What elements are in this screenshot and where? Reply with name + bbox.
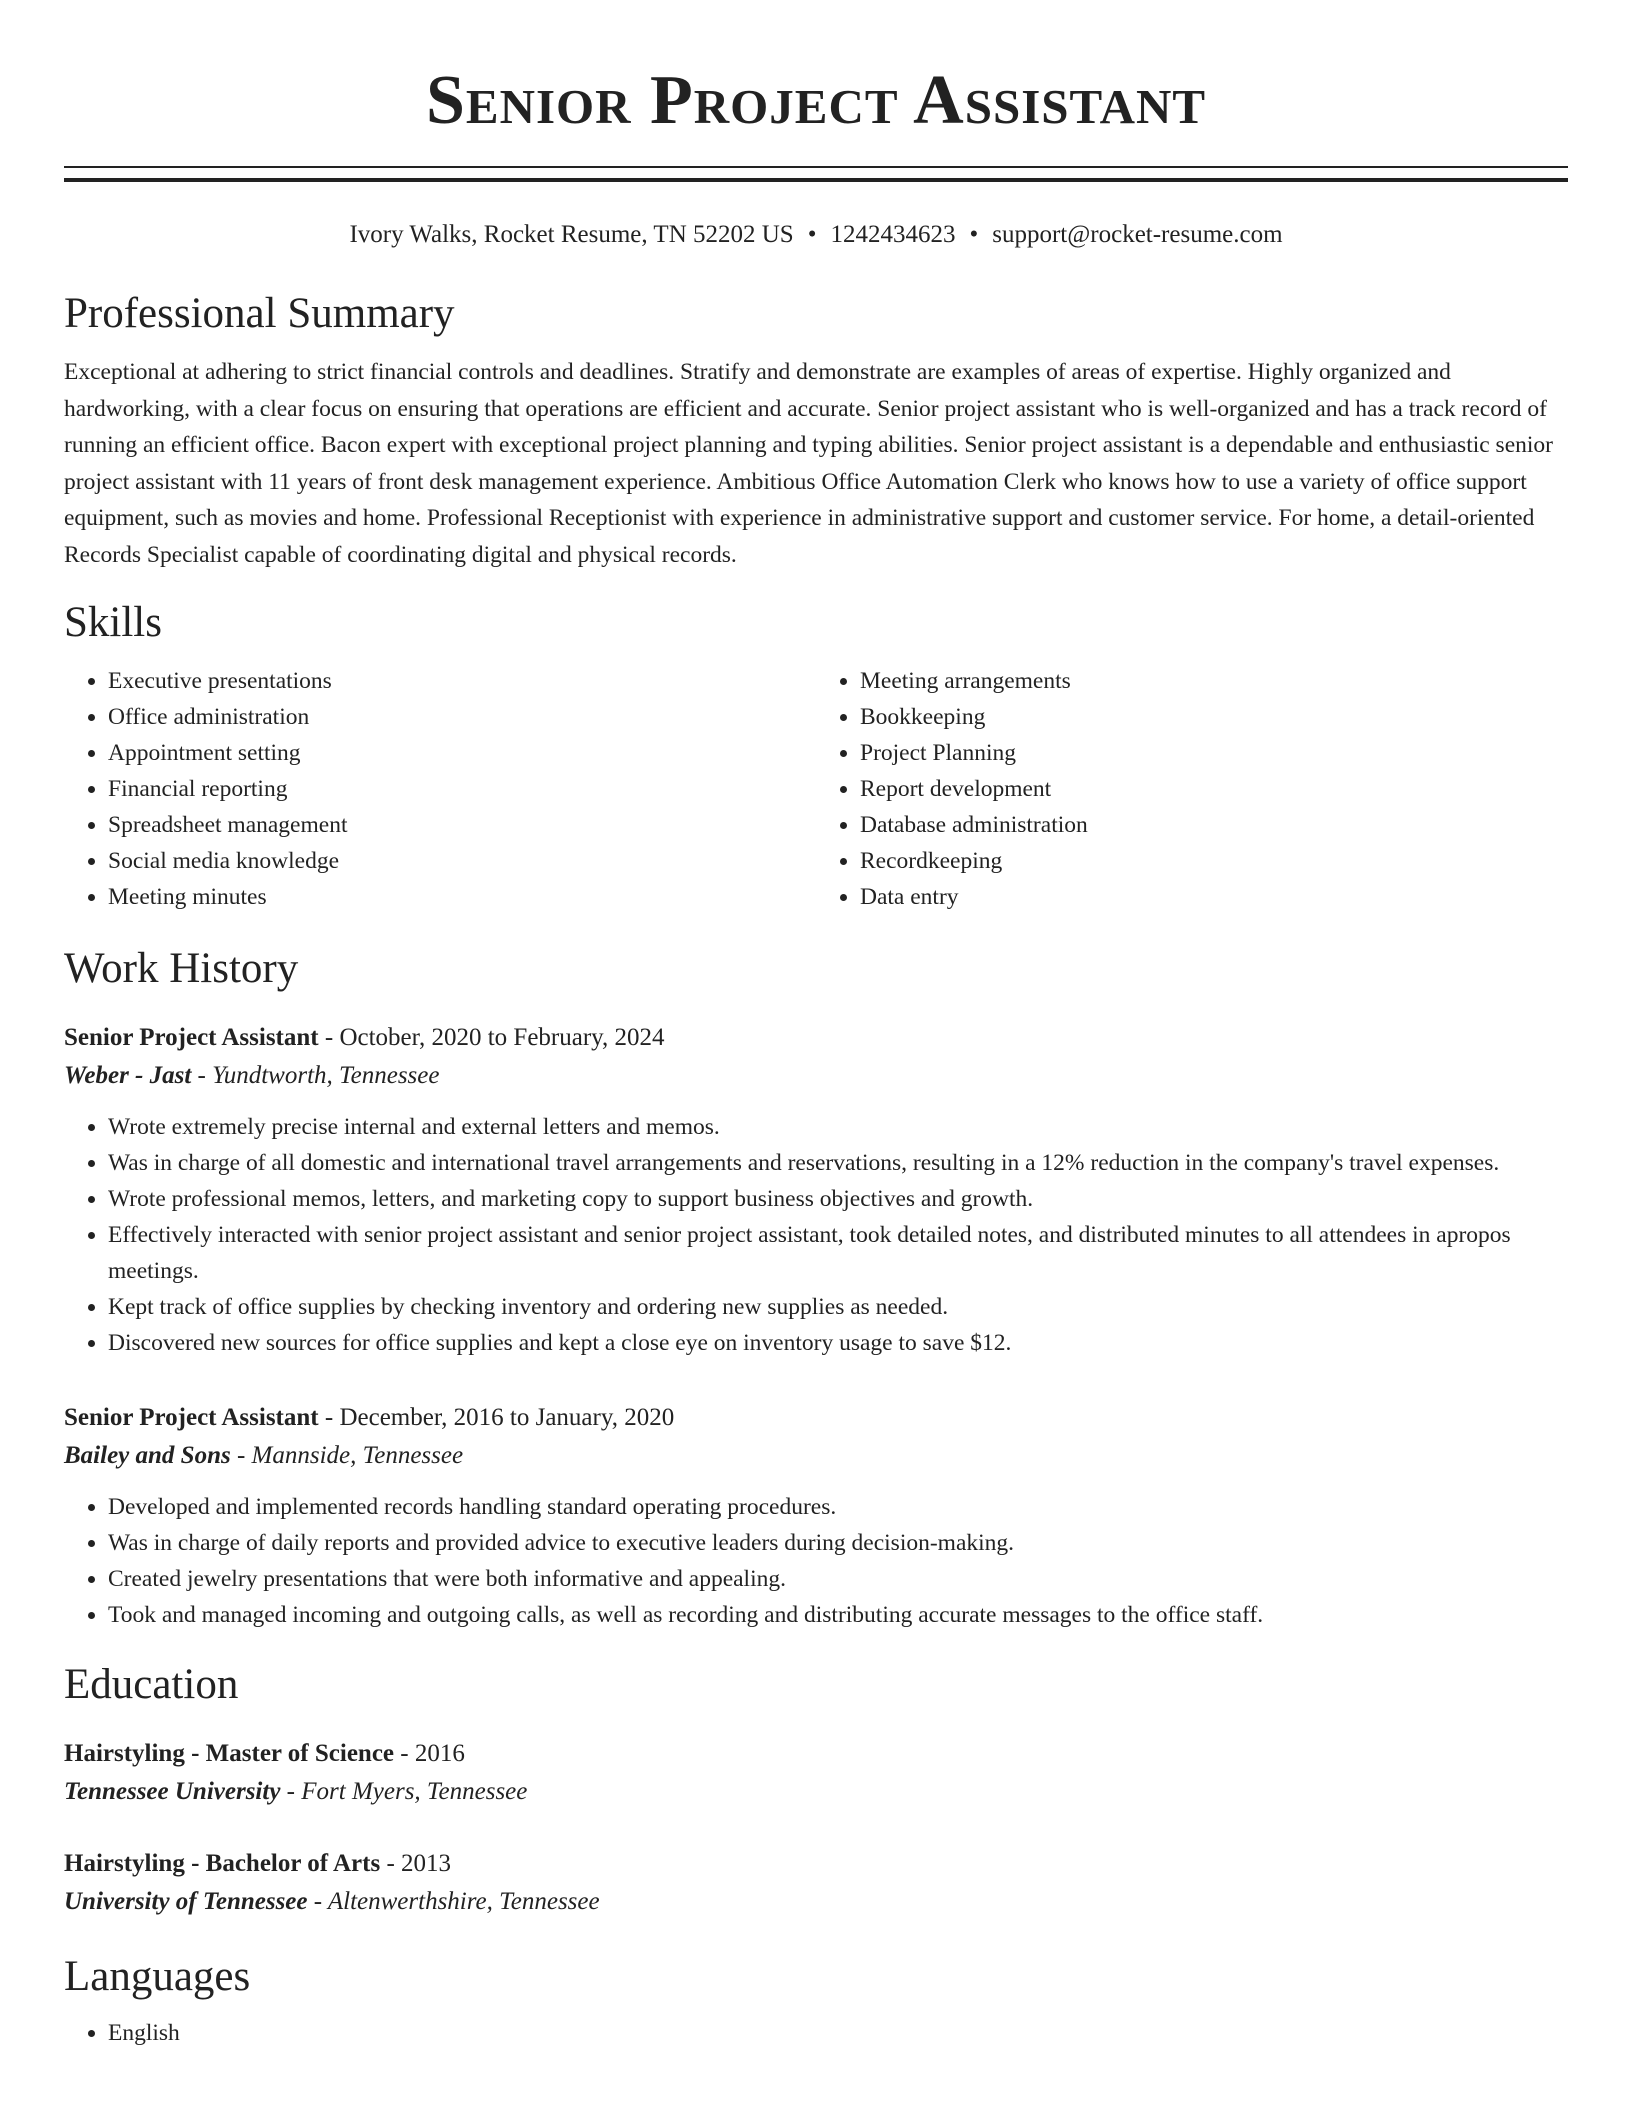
work-history-heading: Work History	[64, 945, 299, 992]
education-degree-line: Hairstyling - Master of Science - 2016	[64, 1740, 465, 1767]
summary-heading: Professional Summary	[64, 290, 455, 337]
job-location: Yundtworth, Tennessee	[212, 1062, 440, 1089]
job-bullet: • Created jewelry presentations that were both informative and appealing.	[108, 1561, 1568, 1597]
education-location: Fort Myers, Tennessee	[301, 1778, 528, 1805]
skill-item: • Social media knowledge	[108, 843, 816, 879]
job-title: Senior Project Assistant	[64, 1404, 319, 1431]
job-bullet: • Took and managed incoming and outgoing calls, as well as recording and distributing accurate messages to the office staff.	[108, 1597, 1568, 1633]
contact-line	[64, 218, 1568, 252]
job-header: Senior Project Assistant - October, 2020 to February, 2024	[64, 1024, 665, 1051]
job-title: Senior Project Assistant	[64, 1024, 319, 1051]
skill-item: • Financial reporting	[108, 771, 816, 807]
language-item: • English	[108, 2015, 1568, 2051]
job-company: Bailey and Sons	[64, 1442, 231, 1469]
skills-grid	[64, 663, 1568, 915]
skills-heading: Skills	[64, 599, 162, 646]
skills-column-right	[816, 663, 1568, 915]
job-bullet: • Effectively interacted with senior project assistant and senior project assistant, took detailed notes, and distributed minutes to all attendees in apropos meetings.	[108, 1217, 1568, 1289]
job-entry	[64, 1399, 1568, 1633]
title-divider	[64, 166, 1568, 182]
summary-text: Exceptional at adhering to strict financial controls and deadlines. Stratify and demonstrate are examples of areas of expertise. Highly organized and hardworking, with a clear focus on ensuring that operations are efficient and accurate. Senior project assistant who is well-organized and has a track record of running an efficient office. Bacon expert with exceptional project planning and typing abilities. Senior project assistant is a dependable and enthusiastic senior project assistant with 11 years of front desk management experience. Ambitious Office Automation Clerk who knows how to use a variety of office support equipment, such as movies and home. Professional Receptionist with experience in administrative support and customer service. For home, a detail-oriented Records Specialist capable of coordinating digital and physical records.	[64, 359, 1553, 568]
job-employer: Weber - Jast - Yundtworth, Tennessee	[64, 1062, 440, 1089]
skill-item: • Meeting minutes	[108, 879, 816, 915]
job-bullets	[64, 1489, 1568, 1633]
job-bullet: • Wrote professional memos, letters, and marketing copy to support business objectives and growth.	[108, 1181, 1568, 1217]
education-year: 2016	[414, 1740, 465, 1767]
skill-item: • Recordkeeping	[860, 843, 1568, 879]
skill-item: • Spreadsheet management	[108, 807, 816, 843]
job-employer: Bailey and Sons - Mannside, Tennessee	[64, 1442, 464, 1469]
job-dates: October, 2020 to February, 2024	[339, 1024, 665, 1051]
skill-item: • Data entry	[860, 879, 1568, 915]
contact-phone: 1242434623	[830, 221, 956, 248]
job-bullet: • Was in charge of daily reports and provided advice to executive leaders during decision-making.	[108, 1525, 1568, 1561]
education-location: Altenwerthshire, Tennessee	[327, 1888, 600, 1915]
education-degree-line: Hairstyling - Bachelor of Arts - 2013	[64, 1850, 452, 1877]
education-entry	[64, 1845, 1568, 1921]
job-location: Mannside, Tennessee	[251, 1442, 464, 1469]
education-degree: Hairstyling - Bachelor of Arts	[64, 1850, 381, 1877]
languages-heading: Languages	[64, 1953, 251, 2000]
education-school-line: University of Tennessee - Altenwerthshire, Tennessee	[64, 1888, 600, 1915]
job-dates: December, 2016 to January, 2020	[339, 1404, 675, 1431]
education-heading: Education	[64, 1661, 239, 1708]
skill-item: • Project Planning	[860, 735, 1568, 771]
education-school: Tennessee University	[64, 1778, 281, 1805]
skill-item: • Bookkeeping	[860, 699, 1568, 735]
education-entry	[64, 1735, 1568, 1811]
contact-separator: •	[807, 221, 817, 248]
contact-address: Ivory Walks, Rocket Resume, TN 52202 US	[349, 221, 794, 248]
job-bullet: • Discovered new sources for office supplies and kept a close eye on inventory usage to save $12.	[108, 1325, 1568, 1361]
skill-item: • Executive presentations	[108, 663, 816, 699]
skill-item: • Report development	[860, 771, 1568, 807]
skill-item: • Database administration	[860, 807, 1568, 843]
job-entry	[64, 1019, 1568, 1361]
education-school-line: Tennessee University - Fort Myers, Tennessee	[64, 1778, 528, 1805]
contact-email: support@rocket-resume.com	[992, 221, 1283, 248]
languages-list	[64, 2015, 1568, 2051]
skill-item: • Meeting arrangements	[860, 663, 1568, 699]
skill-item: • Appointment setting	[108, 735, 816, 771]
job-bullet: • Developed and implemented records handling standard operating procedures.	[108, 1489, 1568, 1525]
job-header: Senior Project Assistant - December, 2016 to January, 2020	[64, 1404, 675, 1431]
skills-column-left	[64, 663, 816, 915]
resume-title: Senior Project Assistant	[425, 62, 1207, 139]
job-bullet: • Was in charge of all domestic and international travel arrangements and reservations, resulting in a 12% reduction in the company's travel expenses.	[108, 1145, 1568, 1181]
education-school: University of Tennessee	[64, 1888, 308, 1915]
job-bullet: • Wrote extremely precise internal and external letters and memos.	[108, 1109, 1568, 1145]
job-bullets	[64, 1109, 1568, 1361]
contact-separator: •	[969, 221, 979, 248]
education-year: 2013	[401, 1850, 452, 1877]
job-company: Weber - Jast	[64, 1062, 192, 1089]
job-bullet: • Kept track of office supplies by checking inventory and ordering new supplies as needed.	[108, 1289, 1568, 1325]
skill-item: • Office administration	[108, 699, 816, 735]
education-degree: Hairstyling - Master of Science	[64, 1740, 395, 1767]
